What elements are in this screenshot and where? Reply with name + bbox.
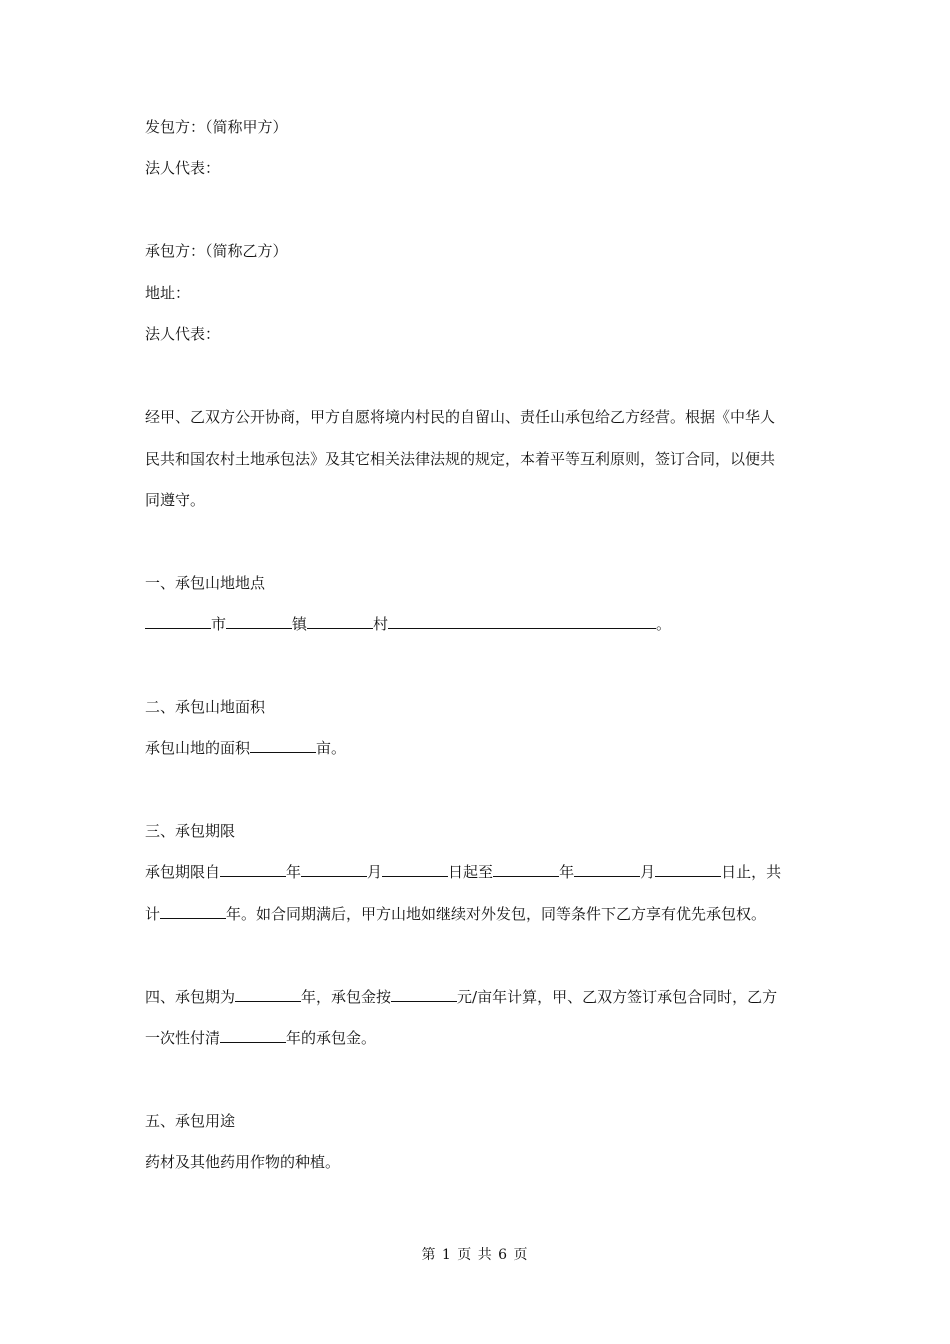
section-4-line-1 <box>145 987 810 1007</box>
section-3-line-1 <box>145 862 810 882</box>
party-b-rep: 法人代表： <box>145 325 221 343</box>
term-from-label: 承包期限自 <box>145 863 221 881</box>
section-1-location <box>145 614 810 634</box>
section-4-line-2 <box>145 1028 810 1048</box>
section-5-text: 药材及其他药用作物的种植。 <box>145 1153 341 1171</box>
party-a-rep: 法人代表： <box>145 159 221 177</box>
period: 。 <box>656 615 672 633</box>
section-2-heading: 二、承包山地面积 <box>145 698 266 716</box>
intro-line-3: 同遵守。 <box>145 491 206 509</box>
party-b-address: 地址： <box>145 284 191 302</box>
city-label: 市 <box>211 615 227 633</box>
renewal-text: 年。如合同期满后，甲方山地如继续对外发包，同等条件下乙方享有优先承包权。 <box>226 905 767 923</box>
city-blank[interactable] <box>145 614 211 629</box>
area-unit: 亩。 <box>316 739 347 757</box>
town-blank[interactable] <box>226 614 292 629</box>
term-years-blank[interactable] <box>235 987 301 1002</box>
fee-label: 年，承包金按 <box>301 988 392 1006</box>
month-label: 月 <box>367 863 383 881</box>
month-label: 月 <box>640 863 656 881</box>
fee-terms: 元/亩年计算，甲、乙双方签订承包合同时，乙方 <box>457 988 778 1006</box>
section-4-heading: 四、承包期为 <box>145 988 236 1006</box>
start-year-blank[interactable] <box>220 862 286 877</box>
intro-line-1: 经甲、乙双方公开协商，甲方自愿将境内村民的自留山、责任山承包给乙方经营。根据《中华人 <box>145 408 776 426</box>
section-1-heading: 一、承包山地地点 <box>145 574 266 592</box>
town-label: 镇 <box>292 615 308 633</box>
to-day-label: 日止，共 <box>721 863 782 881</box>
end-year-blank[interactable] <box>493 862 559 877</box>
intro-line-2: 民共和国农村土地承包法》及其它相关法律法规的规定，本着平等互利原则，签订合同，以便共 <box>145 450 776 468</box>
section-3-heading: 三、承包期限 <box>145 822 236 840</box>
page-footer: 第 1 页 共 6 页 <box>421 1247 529 1263</box>
total-label: 计 <box>145 905 161 923</box>
end-day-blank[interactable] <box>655 862 721 877</box>
prepay-label: 一次性付清 <box>145 1029 221 1047</box>
party-b-title: 承包方：（简称乙方） <box>145 242 288 260</box>
area-blank[interactable] <box>250 738 316 753</box>
party-a-title: 发包方：（简称甲方） <box>145 118 288 136</box>
from-day-label: 日起至 <box>448 863 494 881</box>
detail-blank[interactable] <box>388 614 656 629</box>
section-2-area <box>145 738 810 758</box>
village-label: 村 <box>373 615 389 633</box>
village-blank[interactable] <box>307 614 373 629</box>
section-5-heading: 五、承包用途 <box>145 1112 236 1130</box>
prepay-suffix: 年的承包金。 <box>286 1029 377 1047</box>
year-label: 年 <box>559 863 575 881</box>
total-years-blank[interactable] <box>160 904 226 919</box>
start-month-blank[interactable] <box>301 862 367 877</box>
fee-blank[interactable] <box>391 987 457 1002</box>
section-3-line-2 <box>145 904 810 924</box>
start-day-blank[interactable] <box>382 862 448 877</box>
end-month-blank[interactable] <box>574 862 640 877</box>
year-label: 年 <box>286 863 302 881</box>
area-label: 承包山地的面积 <box>145 739 251 757</box>
prepay-years-blank[interactable] <box>220 1028 286 1043</box>
